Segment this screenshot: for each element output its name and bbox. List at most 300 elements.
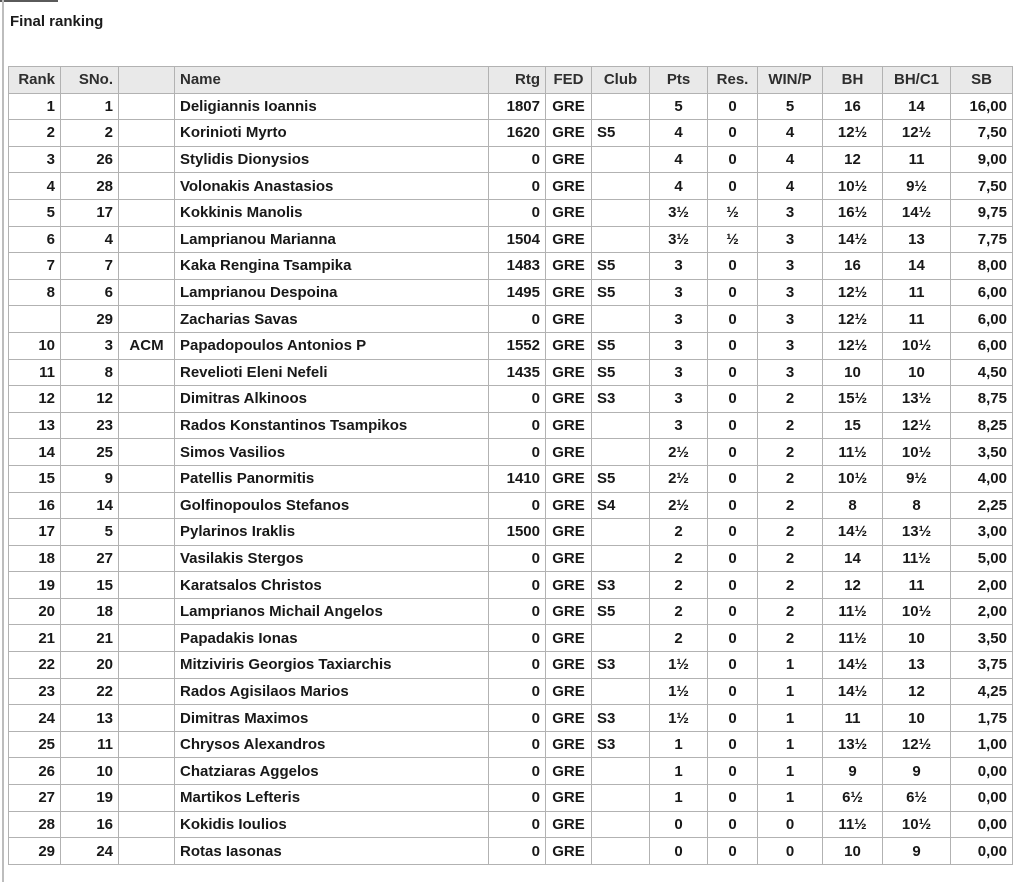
cell-rtg: 0 bbox=[489, 412, 546, 439]
cell-name: Dimitras Alkinoos bbox=[175, 386, 489, 413]
column-header-sno: SNo. bbox=[61, 67, 119, 94]
cell-rank: 20 bbox=[9, 598, 61, 625]
table-row[interactable] bbox=[9, 758, 1013, 785]
table-row[interactable] bbox=[9, 412, 1013, 439]
cell-bh: 10 bbox=[823, 838, 883, 865]
cell-title bbox=[119, 199, 175, 226]
cell-sno: 19 bbox=[61, 785, 119, 812]
cell-title bbox=[119, 226, 175, 253]
cell-fed: GRE bbox=[546, 439, 592, 466]
cell-club bbox=[592, 439, 650, 466]
column-header-res: Res. bbox=[708, 67, 758, 94]
cell-pts: 5 bbox=[650, 93, 708, 120]
cell-name: Rados Konstantinos Tsampikos bbox=[175, 412, 489, 439]
cell-bh: 12 bbox=[823, 572, 883, 599]
cell-bhc1: 10½ bbox=[883, 332, 951, 359]
cell-club bbox=[592, 519, 650, 546]
cell-pts: 3 bbox=[650, 306, 708, 333]
cell-club: S5 bbox=[592, 253, 650, 280]
cell-sno: 24 bbox=[61, 838, 119, 865]
cell-bhc1: 13 bbox=[883, 226, 951, 253]
cell-name: Revelioti Eleni Nefeli bbox=[175, 359, 489, 386]
cell-pts: 2 bbox=[650, 625, 708, 652]
cell-res: 0 bbox=[708, 359, 758, 386]
cell-sno: 12 bbox=[61, 386, 119, 413]
cell-sno: 9 bbox=[61, 465, 119, 492]
cell-bhc1: 13½ bbox=[883, 519, 951, 546]
cell-fed: GRE bbox=[546, 199, 592, 226]
cell-rtg: 1807 bbox=[489, 93, 546, 120]
cell-rank: 12 bbox=[9, 386, 61, 413]
cell-sb: 2,00 bbox=[951, 598, 1013, 625]
cell-rtg: 0 bbox=[489, 625, 546, 652]
cell-fed: GRE bbox=[546, 412, 592, 439]
cell-name: Martikos Lefteris bbox=[175, 785, 489, 812]
cell-rtg: 0 bbox=[489, 838, 546, 865]
cell-fed: GRE bbox=[546, 758, 592, 785]
table-row[interactable] bbox=[9, 359, 1013, 386]
cell-sno: 8 bbox=[61, 359, 119, 386]
table-row[interactable] bbox=[9, 519, 1013, 546]
cell-title bbox=[119, 93, 175, 120]
cell-bh: 10 bbox=[823, 359, 883, 386]
cell-winp: 3 bbox=[758, 306, 823, 333]
table-row[interactable] bbox=[9, 306, 1013, 333]
cell-sno: 28 bbox=[61, 173, 119, 200]
cell-sno: 7 bbox=[61, 253, 119, 280]
cell-name: Chrysos Alexandros bbox=[175, 731, 489, 758]
column-header-name: Name bbox=[175, 67, 489, 94]
cell-club bbox=[592, 226, 650, 253]
cell-sno: 23 bbox=[61, 412, 119, 439]
cell-fed: GRE bbox=[546, 785, 592, 812]
cell-title bbox=[119, 598, 175, 625]
column-header-rank: Rank bbox=[9, 67, 61, 94]
cell-res: 0 bbox=[708, 492, 758, 519]
cell-res: 0 bbox=[708, 678, 758, 705]
cell-winp: 2 bbox=[758, 519, 823, 546]
cell-winp: 1 bbox=[758, 678, 823, 705]
cell-rank: 22 bbox=[9, 652, 61, 679]
cell-sno: 3 bbox=[61, 332, 119, 359]
cell-pts: 4 bbox=[650, 120, 708, 147]
cell-sno: 13 bbox=[61, 705, 119, 732]
cell-winp: 4 bbox=[758, 120, 823, 147]
cell-sb: 9,75 bbox=[951, 199, 1013, 226]
cell-pts: 1½ bbox=[650, 678, 708, 705]
cell-bh: 14½ bbox=[823, 652, 883, 679]
cell-winp: 2 bbox=[758, 465, 823, 492]
cell-title bbox=[119, 253, 175, 280]
cell-winp: 4 bbox=[758, 173, 823, 200]
cell-rtg: 0 bbox=[489, 705, 546, 732]
cell-sb: 16,00 bbox=[951, 93, 1013, 120]
cell-club bbox=[592, 173, 650, 200]
table-row[interactable] bbox=[9, 199, 1013, 226]
cell-title bbox=[119, 306, 175, 333]
cell-fed: GRE bbox=[546, 465, 592, 492]
cell-res: 0 bbox=[708, 598, 758, 625]
cell-name: Pylarinos Iraklis bbox=[175, 519, 489, 546]
cell-title bbox=[119, 545, 175, 572]
column-header-bhc1: BH/C1 bbox=[883, 67, 951, 94]
table-row[interactable] bbox=[9, 439, 1013, 466]
cell-fed: GRE bbox=[546, 386, 592, 413]
cell-club bbox=[592, 545, 650, 572]
cell-club: S5 bbox=[592, 465, 650, 492]
cell-rank: 16 bbox=[9, 492, 61, 519]
cell-rank: 24 bbox=[9, 705, 61, 732]
cell-fed: GRE bbox=[546, 359, 592, 386]
column-header-club: Club bbox=[592, 67, 650, 94]
cell-title bbox=[119, 465, 175, 492]
cell-fed: GRE bbox=[546, 332, 592, 359]
cell-bhc1: 12½ bbox=[883, 120, 951, 147]
cell-sb: 7,75 bbox=[951, 226, 1013, 253]
cell-fed: GRE bbox=[546, 93, 592, 120]
cell-fed: GRE bbox=[546, 226, 592, 253]
cell-rtg: 0 bbox=[489, 492, 546, 519]
cell-title bbox=[119, 731, 175, 758]
cell-winp: 1 bbox=[758, 758, 823, 785]
table-row[interactable] bbox=[9, 705, 1013, 732]
table-row[interactable] bbox=[9, 838, 1013, 865]
cell-title bbox=[119, 785, 175, 812]
panel-left-border bbox=[2, 0, 4, 882]
cell-res: 0 bbox=[708, 439, 758, 466]
cell-sb: 1,00 bbox=[951, 731, 1013, 758]
table-row[interactable] bbox=[9, 572, 1013, 599]
cell-rtg: 1500 bbox=[489, 519, 546, 546]
table-row[interactable] bbox=[9, 811, 1013, 838]
cell-rank: 5 bbox=[9, 199, 61, 226]
cell-name: Deligiannis Ioannis bbox=[175, 93, 489, 120]
cell-club bbox=[592, 199, 650, 226]
cell-pts: 3 bbox=[650, 386, 708, 413]
cell-bhc1: 12 bbox=[883, 678, 951, 705]
table-row[interactable] bbox=[9, 492, 1013, 519]
table-row[interactable] bbox=[9, 785, 1013, 812]
cell-sb: 6,00 bbox=[951, 332, 1013, 359]
cell-fed: GRE bbox=[546, 306, 592, 333]
cell-club: S3 bbox=[592, 572, 650, 599]
cell-res: 0 bbox=[708, 811, 758, 838]
cell-fed: GRE bbox=[546, 598, 592, 625]
cell-bhc1: 11 bbox=[883, 146, 951, 173]
cell-bhc1: 11 bbox=[883, 306, 951, 333]
cell-sb: 9,00 bbox=[951, 146, 1013, 173]
cell-name: Lamprianos Michail Angelos bbox=[175, 598, 489, 625]
table-row[interactable] bbox=[9, 120, 1013, 147]
cell-winp: 2 bbox=[758, 625, 823, 652]
cell-sno: 18 bbox=[61, 598, 119, 625]
cell-name: Kokidis Ioulios bbox=[175, 811, 489, 838]
cell-fed: GRE bbox=[546, 705, 592, 732]
cell-sno: 29 bbox=[61, 306, 119, 333]
cell-title bbox=[119, 359, 175, 386]
cell-fed: GRE bbox=[546, 625, 592, 652]
cell-res: 0 bbox=[708, 838, 758, 865]
cell-rtg: 0 bbox=[489, 199, 546, 226]
cell-pts: 2 bbox=[650, 598, 708, 625]
cell-bh: 14½ bbox=[823, 678, 883, 705]
table-row[interactable] bbox=[9, 731, 1013, 758]
cell-name: Volonakis Anastasios bbox=[175, 173, 489, 200]
cell-club: S3 bbox=[592, 652, 650, 679]
cell-rank: 19 bbox=[9, 572, 61, 599]
cell-bh: 8 bbox=[823, 492, 883, 519]
cell-title bbox=[119, 625, 175, 652]
table-row[interactable] bbox=[9, 386, 1013, 413]
cell-title bbox=[119, 439, 175, 466]
cell-sb: 5,00 bbox=[951, 545, 1013, 572]
cell-bh: 12½ bbox=[823, 306, 883, 333]
cell-bhc1: 12½ bbox=[883, 731, 951, 758]
cell-pts: 4 bbox=[650, 146, 708, 173]
cell-bh: 16 bbox=[823, 253, 883, 280]
table-row[interactable] bbox=[9, 146, 1013, 173]
cell-fed: GRE bbox=[546, 492, 592, 519]
table-row[interactable] bbox=[9, 625, 1013, 652]
cell-title bbox=[119, 678, 175, 705]
cell-bh: 11 bbox=[823, 705, 883, 732]
cell-name: Korinioti Myrto bbox=[175, 120, 489, 147]
cell-winp: 3 bbox=[758, 332, 823, 359]
column-header-fed: FED bbox=[546, 67, 592, 94]
page-title: Final ranking bbox=[10, 13, 104, 30]
cell-sb: 3,50 bbox=[951, 625, 1013, 652]
cell-name: Simos Vasilios bbox=[175, 439, 489, 466]
cell-club: S5 bbox=[592, 332, 650, 359]
cell-bh: 16½ bbox=[823, 199, 883, 226]
cell-rank: 6 bbox=[9, 226, 61, 253]
cell-rank: 10 bbox=[9, 332, 61, 359]
cell-rtg: 0 bbox=[489, 678, 546, 705]
cell-rank: 13 bbox=[9, 412, 61, 439]
cell-sno: 4 bbox=[61, 226, 119, 253]
cell-name: Rados Agisilaos Marios bbox=[175, 678, 489, 705]
cell-bhc1: 11½ bbox=[883, 545, 951, 572]
cell-bh: 15 bbox=[823, 412, 883, 439]
cell-sno: 10 bbox=[61, 758, 119, 785]
cell-club bbox=[592, 678, 650, 705]
table-row[interactable] bbox=[9, 465, 1013, 492]
cell-club bbox=[592, 412, 650, 439]
cell-pts: 1½ bbox=[650, 652, 708, 679]
cell-winp: 2 bbox=[758, 439, 823, 466]
cell-bh: 12½ bbox=[823, 120, 883, 147]
cell-res: 0 bbox=[708, 465, 758, 492]
cell-rank: 21 bbox=[9, 625, 61, 652]
cell-sb: 0,00 bbox=[951, 758, 1013, 785]
window-top-border bbox=[0, 0, 58, 2]
cell-sb: 1,75 bbox=[951, 705, 1013, 732]
header-row bbox=[9, 67, 1013, 94]
cell-sno: 11 bbox=[61, 731, 119, 758]
cell-fed: GRE bbox=[546, 572, 592, 599]
table-row[interactable] bbox=[9, 678, 1013, 705]
cell-sno: 15 bbox=[61, 572, 119, 599]
cell-winp: 0 bbox=[758, 838, 823, 865]
cell-res: 0 bbox=[708, 173, 758, 200]
cell-rank: 29 bbox=[9, 838, 61, 865]
cell-res: 0 bbox=[708, 545, 758, 572]
cell-pts: 1 bbox=[650, 785, 708, 812]
cell-res: ½ bbox=[708, 226, 758, 253]
cell-bh: 12½ bbox=[823, 279, 883, 306]
cell-rtg: 1620 bbox=[489, 120, 546, 147]
table-row[interactable] bbox=[9, 598, 1013, 625]
cell-club: S5 bbox=[592, 279, 650, 306]
cell-res: 0 bbox=[708, 386, 758, 413]
cell-sb: 3,75 bbox=[951, 652, 1013, 679]
table-row[interactable] bbox=[9, 173, 1013, 200]
column-header-winp: WIN/P bbox=[758, 67, 823, 94]
cell-winp: 2 bbox=[758, 545, 823, 572]
cell-winp: 3 bbox=[758, 226, 823, 253]
cell-rtg: 0 bbox=[489, 572, 546, 599]
table-row[interactable] bbox=[9, 332, 1013, 359]
cell-rtg: 0 bbox=[489, 598, 546, 625]
cell-rank: 1 bbox=[9, 93, 61, 120]
cell-res: 0 bbox=[708, 412, 758, 439]
cell-name: Patellis Panormitis bbox=[175, 465, 489, 492]
cell-rtg: 0 bbox=[489, 811, 546, 838]
cell-sb: 0,00 bbox=[951, 785, 1013, 812]
cell-winp: 1 bbox=[758, 705, 823, 732]
cell-bhc1: 13½ bbox=[883, 386, 951, 413]
cell-pts: 4 bbox=[650, 173, 708, 200]
cell-club: S3 bbox=[592, 705, 650, 732]
cell-pts: 0 bbox=[650, 838, 708, 865]
cell-pts: 2½ bbox=[650, 465, 708, 492]
cell-pts: 2 bbox=[650, 545, 708, 572]
cell-title bbox=[119, 838, 175, 865]
cell-winp: 0 bbox=[758, 811, 823, 838]
cell-name: Lamprianou Marianna bbox=[175, 226, 489, 253]
cell-pts: 3 bbox=[650, 279, 708, 306]
cell-bh: 11½ bbox=[823, 811, 883, 838]
cell-winp: 5 bbox=[758, 93, 823, 120]
cell-rtg: 1552 bbox=[489, 332, 546, 359]
cell-fed: GRE bbox=[546, 838, 592, 865]
cell-title bbox=[119, 705, 175, 732]
cell-fed: GRE bbox=[546, 731, 592, 758]
table-row[interactable] bbox=[9, 545, 1013, 572]
cell-fed: GRE bbox=[546, 279, 592, 306]
cell-sno: 17 bbox=[61, 199, 119, 226]
cell-bhc1: 12½ bbox=[883, 412, 951, 439]
cell-rank: 8 bbox=[9, 279, 61, 306]
cell-bhc1: 9½ bbox=[883, 173, 951, 200]
cell-title bbox=[119, 146, 175, 173]
table-row[interactable] bbox=[9, 279, 1013, 306]
cell-name: Mitziviris Georgios Taxiarchis bbox=[175, 652, 489, 679]
cell-rank: 26 bbox=[9, 758, 61, 785]
cell-club: S5 bbox=[592, 598, 650, 625]
cell-rtg: 0 bbox=[489, 173, 546, 200]
cell-winp: 2 bbox=[758, 492, 823, 519]
cell-name: Karatsalos Christos bbox=[175, 572, 489, 599]
cell-sno: 20 bbox=[61, 652, 119, 679]
cell-bhc1: 10½ bbox=[883, 811, 951, 838]
cell-club: S4 bbox=[592, 492, 650, 519]
cell-pts: 3½ bbox=[650, 199, 708, 226]
cell-sno: 1 bbox=[61, 93, 119, 120]
cell-pts: 3½ bbox=[650, 226, 708, 253]
cell-rank: 7 bbox=[9, 253, 61, 280]
cell-bhc1: 10½ bbox=[883, 439, 951, 466]
cell-bh: 15½ bbox=[823, 386, 883, 413]
cell-sb: 8,25 bbox=[951, 412, 1013, 439]
cell-name: Kaka Rengina Tsampika bbox=[175, 253, 489, 280]
cell-rtg: 0 bbox=[489, 386, 546, 413]
table-row[interactable] bbox=[9, 93, 1013, 120]
cell-sno: 22 bbox=[61, 678, 119, 705]
cell-title: ACM bbox=[119, 332, 175, 359]
cell-rank: 17 bbox=[9, 519, 61, 546]
cell-res: 0 bbox=[708, 519, 758, 546]
cell-pts: 1½ bbox=[650, 705, 708, 732]
cell-rtg: 0 bbox=[489, 652, 546, 679]
column-header-pts: Pts bbox=[650, 67, 708, 94]
cell-bh: 10½ bbox=[823, 465, 883, 492]
column-header-bh: BH bbox=[823, 67, 883, 94]
cell-sno: 5 bbox=[61, 519, 119, 546]
cell-winp: 3 bbox=[758, 359, 823, 386]
cell-bhc1: 10½ bbox=[883, 598, 951, 625]
cell-rank: 25 bbox=[9, 731, 61, 758]
cell-bhc1: 9 bbox=[883, 758, 951, 785]
table-row[interactable] bbox=[9, 226, 1013, 253]
cell-sb: 8,75 bbox=[951, 386, 1013, 413]
cell-winp: 2 bbox=[758, 412, 823, 439]
cell-rank: 23 bbox=[9, 678, 61, 705]
cell-bhc1: 10 bbox=[883, 705, 951, 732]
cell-club bbox=[592, 93, 650, 120]
cell-name: Zacharias Savas bbox=[175, 306, 489, 333]
cell-rank: 14 bbox=[9, 439, 61, 466]
cell-bh: 11½ bbox=[823, 439, 883, 466]
cell-sno: 26 bbox=[61, 146, 119, 173]
column-header-rtg: Rtg bbox=[489, 67, 546, 94]
cell-rank: 3 bbox=[9, 146, 61, 173]
cell-sb: 7,50 bbox=[951, 173, 1013, 200]
cell-club: S3 bbox=[592, 386, 650, 413]
cell-bhc1: 6½ bbox=[883, 785, 951, 812]
cell-sb: 4,50 bbox=[951, 359, 1013, 386]
cell-bh: 14½ bbox=[823, 226, 883, 253]
cell-sno: 2 bbox=[61, 120, 119, 147]
cell-res: 0 bbox=[708, 306, 758, 333]
cell-sb: 3,00 bbox=[951, 519, 1013, 546]
cell-bhc1: 14 bbox=[883, 93, 951, 120]
cell-bh: 16 bbox=[823, 93, 883, 120]
table-row[interactable] bbox=[9, 652, 1013, 679]
cell-sb: 2,00 bbox=[951, 572, 1013, 599]
table-row[interactable] bbox=[9, 253, 1013, 280]
cell-sb: 2,25 bbox=[951, 492, 1013, 519]
cell-winp: 1 bbox=[758, 785, 823, 812]
cell-res: 0 bbox=[708, 705, 758, 732]
cell-rtg: 0 bbox=[489, 758, 546, 785]
cell-name: Golfinopoulos Stefanos bbox=[175, 492, 489, 519]
cell-fed: GRE bbox=[546, 253, 592, 280]
cell-name: Papadopoulos Antonios P bbox=[175, 332, 489, 359]
final-ranking-table bbox=[8, 66, 1013, 865]
cell-name: Kokkinis Manolis bbox=[175, 199, 489, 226]
cell-rtg: 0 bbox=[489, 785, 546, 812]
